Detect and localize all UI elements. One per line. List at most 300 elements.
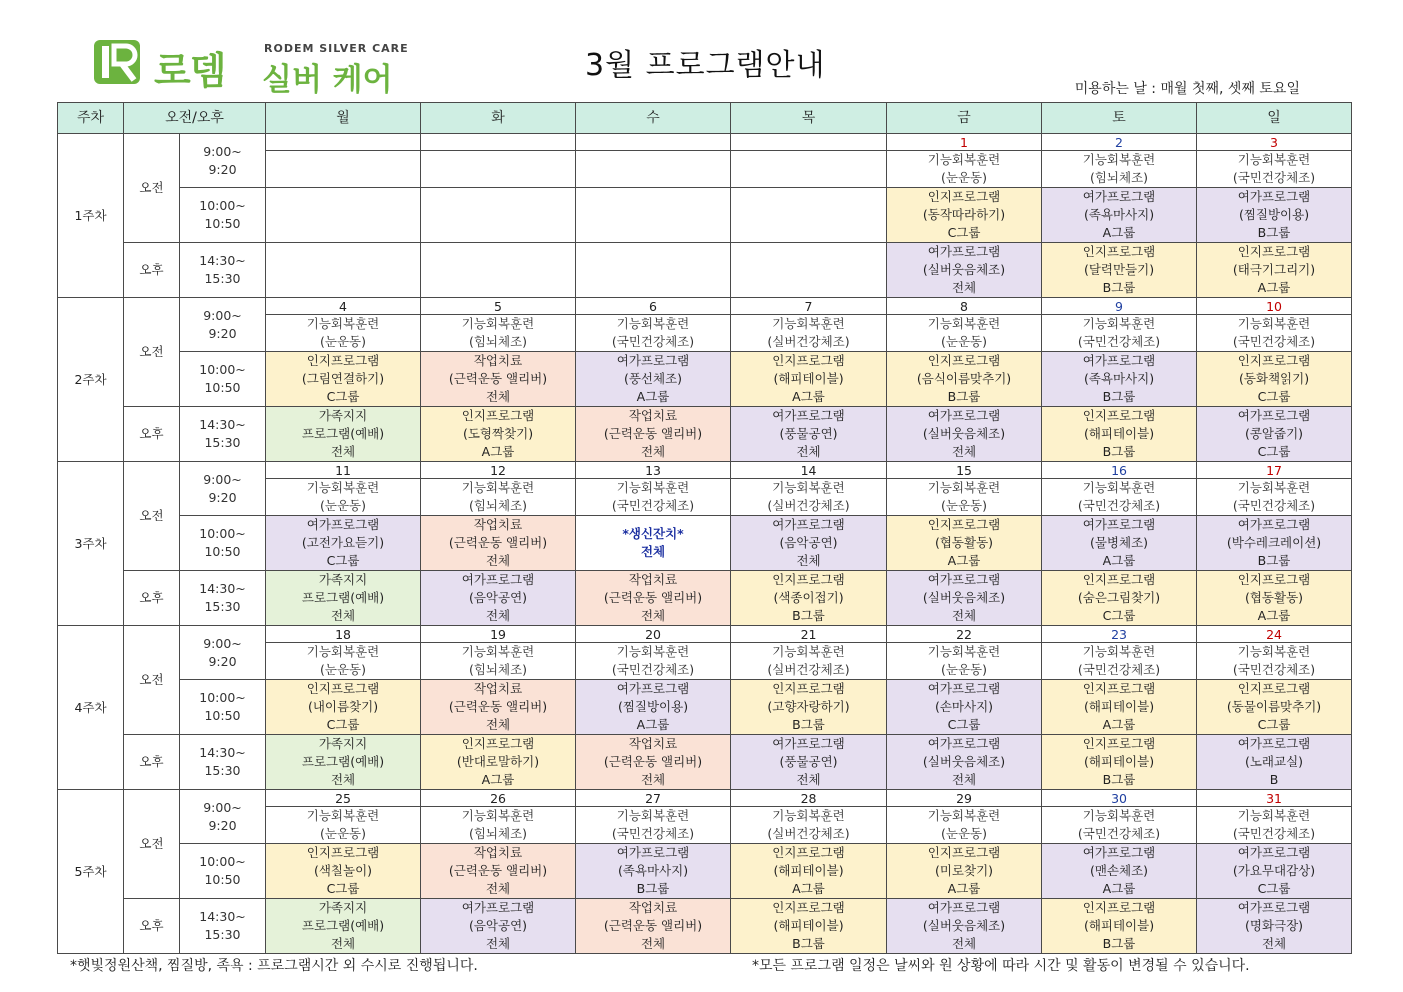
time-slot-1	[180, 790, 266, 844]
cell-line: B그룹	[636, 881, 670, 896]
cell-line: 전체	[485, 553, 511, 568]
cell-line: (물병체조)	[1089, 535, 1149, 550]
slot-program-am	[1197, 680, 1352, 735]
slot-program-pm	[1197, 899, 1352, 954]
cell-line: (색칠놀이)	[313, 863, 373, 878]
cell-line: 10:50	[204, 380, 241, 395]
cell-line: 여가프로그램	[616, 845, 690, 860]
cell-line: C그룹	[326, 881, 360, 896]
slot-program-am	[1197, 516, 1352, 571]
cell-line: 여가프로그램	[1082, 517, 1156, 532]
logo-subtitle-en: RODEM SILVER CARE	[264, 42, 409, 55]
cell-line: 기능회복훈련	[772, 316, 845, 331]
cell-line: 여가프로그램	[927, 572, 1001, 587]
slot-program-pm	[421, 735, 576, 790]
slot-program-pm	[731, 899, 887, 954]
cell-line: 전체	[640, 444, 666, 459]
cell-line: 기능회복훈련	[1082, 480, 1156, 495]
cell-line: 인지프로그램	[461, 408, 535, 423]
cell-line: 전체	[951, 936, 977, 951]
cell-line: 기능회복훈련	[461, 808, 535, 823]
cell-line: 작업치료	[628, 900, 678, 915]
slot-training	[887, 643, 1042, 680]
period-pm: 오후	[124, 571, 180, 626]
day-number: 1	[887, 134, 1042, 151]
cell-line: (숨은그림찾기)	[1077, 590, 1161, 605]
cell-line: 전체	[951, 772, 977, 787]
cell-line: 9:20	[208, 325, 237, 341]
slot-program-am	[1197, 352, 1352, 407]
cell-line: C그룹	[947, 717, 981, 732]
period-pm: 오후	[124, 899, 180, 954]
slot-program-am	[1042, 352, 1197, 407]
cell-line: (맨손체조)	[1089, 863, 1149, 878]
day-number	[421, 134, 576, 151]
header-ampm: 오전/오후	[124, 103, 266, 134]
slot-program-am	[1197, 844, 1352, 899]
cell-line: A그룹	[792, 389, 825, 404]
cell-line: 기능회복훈련	[927, 316, 1001, 331]
cell-line: (국민건강체조)	[611, 334, 695, 349]
cell-line: 기능회복훈련	[461, 644, 535, 659]
slot-training	[421, 807, 576, 844]
cell-line: 전체	[485, 608, 511, 623]
day-number-row	[58, 134, 1352, 151]
cell-line: (근력운동 앨리버)	[603, 754, 703, 769]
day-number: 24	[1197, 626, 1352, 643]
day-number	[731, 134, 887, 151]
cell-line: (국민건강체조)	[611, 826, 695, 841]
day-number: 12	[421, 462, 576, 479]
cell-line: 기능회복훈련	[1237, 480, 1311, 495]
cell-line: C그룹	[326, 389, 360, 404]
cell-line: 기능회복훈련	[772, 808, 845, 823]
time-slot-2	[180, 516, 266, 571]
cell-line: 작업치료	[473, 681, 523, 696]
slot-program-am	[421, 844, 576, 899]
cell-line: 15:30	[204, 599, 241, 614]
header-row	[58, 103, 1352, 134]
cell-line: 9:00~	[203, 143, 242, 159]
rodem-logo-icon	[92, 38, 144, 86]
slot-program-am	[731, 680, 887, 735]
slot-program-pm	[421, 899, 576, 954]
period-pm: 오후	[124, 243, 180, 298]
cell-line: 여가프로그램	[1237, 845, 1311, 860]
slot-training	[1197, 151, 1352, 188]
cell-line: 기능회복훈련	[1082, 808, 1156, 823]
cell-line: 작업치료	[473, 353, 523, 368]
header-sun: 일	[1197, 103, 1352, 134]
cell-line: (동물이름맞추기)	[1226, 699, 1322, 714]
cell-line: 인지프로그램	[1237, 353, 1311, 368]
cell-line: 전체	[485, 389, 511, 404]
day-number: 7	[731, 298, 887, 315]
cell-line: 기능회복훈련	[927, 480, 1001, 495]
cell-line: (음악공연)	[468, 918, 528, 933]
day-number: 19	[421, 626, 576, 643]
slot-training	[421, 315, 576, 352]
cell-line: (족욕마사지)	[1083, 371, 1155, 386]
cell-line: (근력운동 앨리버)	[448, 535, 548, 550]
cell-line: 10:00~	[199, 198, 246, 213]
slot-program-am	[1197, 188, 1352, 243]
midmorning-slot-row	[58, 188, 1352, 243]
slot-program-am	[421, 188, 576, 243]
day-number: 26	[421, 790, 576, 807]
cell-line: (눈운동)	[941, 826, 987, 841]
cell-line: (실버건강체조)	[767, 662, 850, 677]
cell-line: (음식이름맞추기)	[916, 371, 1012, 386]
cell-line: (찜질방이용)	[1238, 207, 1310, 222]
slot-program-pm	[1197, 407, 1352, 462]
cell-line: 기능회복훈련	[1237, 644, 1311, 659]
cell-line: 가족지지	[318, 900, 368, 915]
slot-training	[731, 807, 887, 844]
slot-program-pm	[887, 243, 1042, 298]
cell-line: (음악공연)	[468, 590, 528, 605]
cell-line: 여가프로그램	[927, 736, 1001, 751]
slot-training	[266, 151, 421, 188]
cell-line: 인지프로그램	[1237, 681, 1311, 696]
cell-line: 전체	[640, 936, 666, 951]
cell-line: (근력운동 앨리버)	[603, 590, 703, 605]
day-number-row	[58, 626, 1352, 643]
cell-line: 여가프로그램	[772, 736, 845, 751]
cell-line: (눈운동)	[941, 498, 987, 513]
day-number: 13	[576, 462, 731, 479]
cell-line: 인지프로그램	[306, 845, 380, 860]
cell-line: 인지프로그램	[461, 736, 535, 751]
cell-line: 가족지지	[318, 408, 368, 423]
cell-line: 기능회복훈련	[616, 644, 690, 659]
cell-line: 프로그램(예배)	[301, 590, 385, 605]
cell-line: (실버웃음체조)	[922, 918, 1006, 933]
cell-line: 인지프로그램	[772, 353, 845, 368]
header-thu: 목	[731, 103, 887, 134]
cell-line: (풍물공연)	[779, 754, 838, 769]
day-number: 9	[1042, 298, 1197, 315]
day-number-row	[58, 790, 1352, 807]
slot-training	[1042, 479, 1197, 516]
slot-program-am	[576, 352, 731, 407]
cell-line: C그룹	[1257, 881, 1291, 896]
slot-training	[1042, 643, 1197, 680]
cell-line: A그룹	[1257, 280, 1291, 295]
cell-line: (풍선체조)	[623, 371, 683, 386]
cell-line: 10:00~	[199, 854, 246, 869]
slot-program-pm	[1042, 243, 1197, 298]
day-number: 4	[266, 298, 421, 315]
cell-line: A그룹	[1102, 225, 1136, 240]
cell-line: (근력운동 앨리버)	[603, 918, 703, 933]
header-wed: 수	[576, 103, 731, 134]
cell-line: 10:50	[204, 544, 241, 559]
slot-program-pm	[1042, 407, 1197, 462]
cell-line: (손마사지)	[934, 699, 994, 714]
slot-program-am	[731, 844, 887, 899]
cell-line: (색종이접기)	[773, 590, 844, 605]
cell-line: 프로그램(예배)	[301, 918, 385, 933]
day-number: 3	[1197, 134, 1352, 151]
cell-line: 기능회복훈련	[461, 316, 535, 331]
slot-program-pm	[1197, 243, 1352, 298]
cell-line: 기능회복훈련	[927, 644, 1001, 659]
cell-line: 기능회복훈련	[616, 480, 690, 495]
slot-program-pm	[266, 899, 421, 954]
cell-line: 14:30~	[199, 581, 246, 596]
cell-line: B그룹	[1102, 280, 1136, 295]
cell-line: (해피테이블)	[1083, 699, 1155, 714]
day-number: 5	[421, 298, 576, 315]
slot-training	[576, 151, 731, 188]
cell-line: 여가프로그램	[461, 900, 535, 915]
cell-line: C그룹	[1102, 608, 1136, 623]
cell-line: 14:30~	[199, 253, 246, 268]
slot-program-am	[731, 352, 887, 407]
afternoon-slot-row	[58, 407, 1352, 462]
cell-line: 인지프로그램	[927, 353, 1001, 368]
cell-line: (국민건강체조)	[1232, 334, 1316, 349]
cell-line: 기능회복훈련	[306, 480, 380, 495]
cell-line: (국민건강체조)	[1077, 334, 1161, 349]
slot-program-pm	[1042, 571, 1197, 626]
cell-line: (고향자랑하기)	[767, 699, 850, 714]
cell-line: (실버건강체조)	[767, 334, 850, 349]
time-slot-1	[180, 298, 266, 352]
cell-line: 인지프로그램	[1082, 736, 1156, 751]
cell-line: 인지프로그램	[772, 845, 845, 860]
slot-program-pm	[266, 407, 421, 462]
cell-line: A그룹	[947, 881, 981, 896]
day-number: 16	[1042, 462, 1197, 479]
slot-program-am	[266, 516, 421, 571]
cell-line: (힘뇌체조)	[468, 498, 528, 513]
cell-line: (근력운동 앨리버)	[448, 699, 548, 714]
cell-line: (명화극장)	[1244, 918, 1304, 933]
logo-text: 로뎀	[154, 49, 226, 93]
cell-line: (힘뇌체조)	[468, 826, 528, 841]
midmorning-slot-row	[58, 516, 1352, 571]
cell-line: (국민건강체조)	[1232, 826, 1316, 841]
cell-line: (해피테이블)	[1083, 754, 1155, 769]
cell-line: 인지프로그램	[1082, 244, 1156, 259]
time-slot-2	[180, 188, 266, 243]
cell-line: 가족지지	[318, 736, 368, 751]
cell-line: 10:50	[204, 872, 241, 887]
day-number: 31	[1197, 790, 1352, 807]
header-week: 주차	[58, 103, 124, 134]
slot-program-am	[731, 516, 887, 571]
slot-program-pm	[731, 243, 887, 298]
slot-program-pm	[421, 243, 576, 298]
cell-line: 여가프로그램	[927, 681, 1001, 696]
day-number-row	[58, 298, 1352, 315]
slot-program-pm	[887, 735, 1042, 790]
cell-line: 여가프로그램	[772, 517, 845, 532]
cell-line: A그룹	[636, 717, 670, 732]
slot-program-am	[1042, 844, 1197, 899]
logo-subtitle-ko: 실버 케어	[262, 62, 393, 98]
cell-line: 9:20	[208, 489, 237, 505]
day-number: 18	[266, 626, 421, 643]
cell-line: 전체	[640, 608, 666, 623]
slot-training	[887, 151, 1042, 188]
cell-line: 전체	[330, 608, 356, 623]
cell-line: B그룹	[1102, 772, 1136, 787]
day-number: 29	[887, 790, 1042, 807]
slot-program-pm	[731, 571, 887, 626]
period-pm: 오후	[124, 735, 180, 790]
cell-line: 인지프로그램	[927, 189, 1001, 204]
day-number: 22	[887, 626, 1042, 643]
slot-program-pm	[576, 899, 731, 954]
slot-training	[1042, 151, 1197, 188]
cell-line: (노래교실)	[1244, 754, 1304, 769]
week-label: 2주차	[58, 298, 124, 462]
cell-line: 인지프로그램	[1082, 408, 1156, 423]
cell-line: (풍물공연)	[779, 426, 838, 441]
cell-line: 기능회복훈련	[772, 644, 845, 659]
slot-training	[266, 807, 421, 844]
slot-program-am	[576, 516, 731, 571]
cell-line: (눈운동)	[941, 170, 987, 185]
cell-line: 여가프로그램	[306, 517, 380, 532]
cell-line: B그룹	[947, 389, 981, 404]
cell-line: (근력운동 앨리버)	[448, 863, 548, 878]
cell-line: 9:20	[208, 653, 237, 669]
cell-line: C그룹	[1257, 444, 1291, 459]
cell-line: A그룹	[792, 881, 825, 896]
cell-line: (박수레크레이션)	[1226, 535, 1322, 550]
slot-program-pm	[266, 243, 421, 298]
cell-line: A그룹	[947, 553, 981, 568]
cell-line: 전체	[330, 936, 356, 951]
slot-program-pm	[421, 407, 576, 462]
cell-line: 여가프로그램	[1237, 736, 1311, 751]
cell-line: C그룹	[947, 225, 981, 240]
day-number: 28	[731, 790, 887, 807]
cell-line: (국민건강체조)	[611, 662, 695, 677]
day-number: 2	[1042, 134, 1197, 151]
afternoon-slot-row	[58, 243, 1352, 298]
cell-line: 여가프로그램	[927, 900, 1001, 915]
slot-training	[887, 479, 1042, 516]
day-number: 30	[1042, 790, 1197, 807]
cell-line: A그룹	[1102, 717, 1136, 732]
cell-line: 여가프로그램	[1237, 408, 1311, 423]
cell-line: 인지프로그램	[772, 572, 845, 587]
day-number	[266, 134, 421, 151]
day-number: 21	[731, 626, 887, 643]
cell-line: (국민건강체조)	[1232, 498, 1316, 513]
cell-line: 전체	[485, 881, 511, 896]
cell-line: (근력운동 앨리버)	[603, 426, 703, 441]
header-sat: 토	[1042, 103, 1197, 134]
slot-program-pm	[266, 571, 421, 626]
time-slot-2	[180, 844, 266, 899]
period-am: 오전	[124, 790, 180, 899]
slot-training	[576, 479, 731, 516]
cell-line: 10:50	[204, 216, 241, 231]
cell-line: *생신잔치*	[622, 526, 684, 541]
slot-program-pm	[266, 735, 421, 790]
week-label: 4주차	[58, 626, 124, 790]
cell-line: 여가프로그램	[1082, 845, 1156, 860]
cell-line: (해피테이블)	[1083, 918, 1155, 933]
cell-line: 인지프로그램	[1237, 572, 1311, 587]
header-tue: 화	[421, 103, 576, 134]
slot-program-pm	[1042, 735, 1197, 790]
slot-program-am	[266, 188, 421, 243]
slot-program-pm	[731, 407, 887, 462]
slot-program-pm	[731, 735, 887, 790]
week-label: 3주차	[58, 462, 124, 626]
cell-line: (국민건강체조)	[1077, 826, 1161, 841]
cell-line: B그룹	[1102, 389, 1136, 404]
day-number: 25	[266, 790, 421, 807]
cell-line: A그룹	[1257, 608, 1291, 623]
cell-line: (고전가요듣기)	[301, 535, 385, 550]
slot-training	[1197, 807, 1352, 844]
afternoon-slot-row	[58, 899, 1352, 954]
slot-program-am	[887, 844, 1042, 899]
cell-line: C그룹	[1257, 389, 1291, 404]
period-pm: 오후	[124, 407, 180, 462]
slot-program-am	[887, 680, 1042, 735]
cell-line: (반대로말하기)	[456, 754, 540, 769]
cell-line: 기능회복훈련	[616, 808, 690, 823]
slot-program-am	[421, 680, 576, 735]
cell-line: (힘뇌체조)	[468, 662, 528, 677]
time-slot-3	[180, 407, 266, 462]
cell-line: (실버웃음체조)	[922, 426, 1006, 441]
cell-line: (동작따라하기)	[922, 207, 1006, 222]
period-am: 오전	[124, 134, 180, 243]
cell-line: 전체	[951, 280, 977, 295]
cell-line: (달력만들기)	[1083, 262, 1155, 277]
time-slot-3	[180, 243, 266, 298]
cell-line: (실버건강체조)	[767, 826, 850, 841]
cell-line: 여가프로그램	[1082, 353, 1156, 368]
cell-line: (국민건강체조)	[1232, 662, 1316, 677]
slot-program-am	[266, 844, 421, 899]
cell-line: B그룹	[792, 936, 825, 951]
slot-training	[731, 315, 887, 352]
afternoon-slot-row	[58, 571, 1352, 626]
cell-line: 여가프로그램	[461, 572, 535, 587]
cell-line: A그룹	[481, 444, 515, 459]
cell-line: (눈운동)	[941, 334, 987, 349]
cell-line: 기능회복훈련	[927, 808, 1001, 823]
day-number: 10	[1197, 298, 1352, 315]
cell-line: 9:00~	[203, 635, 242, 651]
cell-line: 기능회복훈련	[306, 316, 380, 331]
slot-training	[1042, 315, 1197, 352]
slot-training	[887, 315, 1042, 352]
logo	[92, 36, 412, 98]
page-title: 3월 프로그램안내	[585, 48, 826, 83]
cell-line: 여가프로그램	[1237, 900, 1311, 915]
cell-line: 전체	[640, 772, 666, 787]
cell-line: 기능회복훈련	[1082, 644, 1156, 659]
day-number: 8	[887, 298, 1042, 315]
cell-line: 인지프로그램	[1082, 900, 1156, 915]
cell-line: (협동활동)	[1244, 590, 1304, 605]
time-slot-2	[180, 680, 266, 735]
cell-line: 10:50	[204, 708, 241, 723]
cell-line: 여가프로그램	[1082, 189, 1156, 204]
